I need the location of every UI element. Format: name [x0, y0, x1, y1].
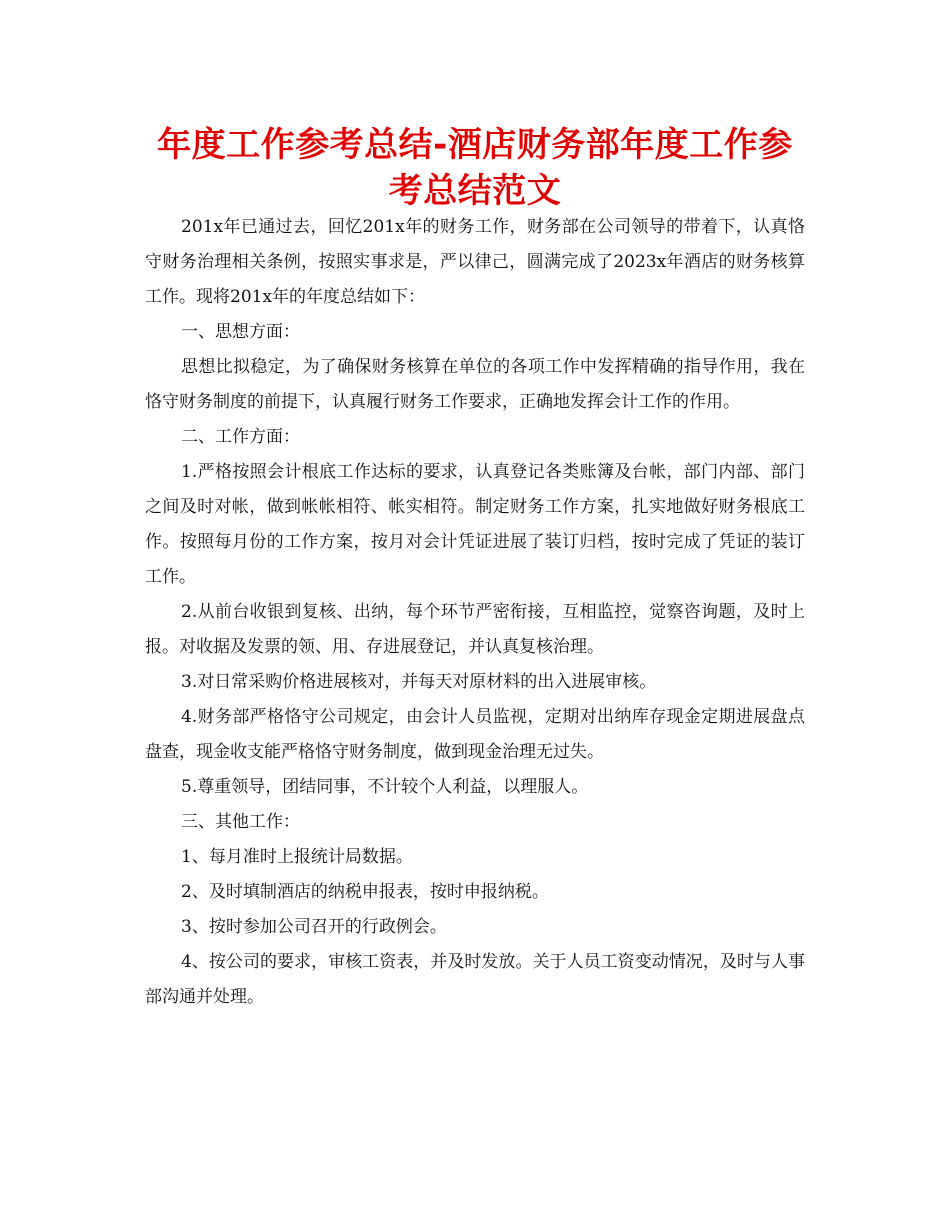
paragraph-intro: 201x年已通过去，回忆201x年的财务工作，财务部在公司领导的带着下，认真恪守财务治理相关条例，按照实事求是，严以律己，圆满完成了2023x年酒店的财务核算工作。现将201x年的年度总结如下：	[145, 217, 805, 307]
other-item-2: 2、及时填制酒店的纳税申报表，按时申报纳税。	[181, 882, 549, 902]
paragraph-thought: 思想比拟稳定，为了确保财务核算在单位的各项工作中发挥精确的指导作用，我在恪守财务制度的前提下，认真履行财务工作要求，正确地发挥会计工作的作用。	[145, 357, 805, 412]
section-heading-other: 三、其他工作：	[181, 812, 300, 832]
section-heading-thought: 一、思想方面：	[181, 322, 300, 342]
other-item-1: 1、每月准时上报统计局数据。	[181, 847, 413, 867]
work-item-1: 1.严格按照会计根底工作达标的要求，认真登记各类账簿及台帐，部门内部、部门之间及时对帐，做到帐帐相符、帐实相符。制定财务工作方案，扎实地做好财务根底工作。按照每月份的工作方案，按月对会计凭证进展了装订归档，按时完成了凭证的装订工作。	[145, 462, 805, 587]
other-item-3: 3、按时参加公司召开的行政例会。	[181, 917, 447, 937]
work-item-2: 2.从前台收银到复核、出纳，每个环节严密衔接，互相监控，觉察咨询题，及时上报。对收据及发票的领、用、存进展登记，并认真复核治理。	[145, 602, 805, 657]
other-item-4: 4、按公司的要求，审核工资表，并及时发放。关于人员工资变动情况，及时与人事部沟通并处理。	[145, 952, 805, 1007]
document-title: 年度工作参考总结-酒店财务部年度工作参考总结范文	[157, 125, 793, 211]
work-item-5: 5.尊重领导，团结同事，不计较个人利益，以理服人。	[181, 777, 589, 797]
document-body	[145, 210, 805, 1015]
section-heading-work: 二、工作方面：	[181, 427, 300, 447]
work-item-4: 4.财务部严格恪守公司规定，由会计人员监视，定期对出纳库存现金定期进展盘点盘查，现金收支能严格恪守财务制度，做到现金治理无过失。	[145, 707, 805, 762]
work-item-3: 3.对日常采购价格进展核对，并每天对原材料的出入进展审核。	[181, 672, 657, 692]
